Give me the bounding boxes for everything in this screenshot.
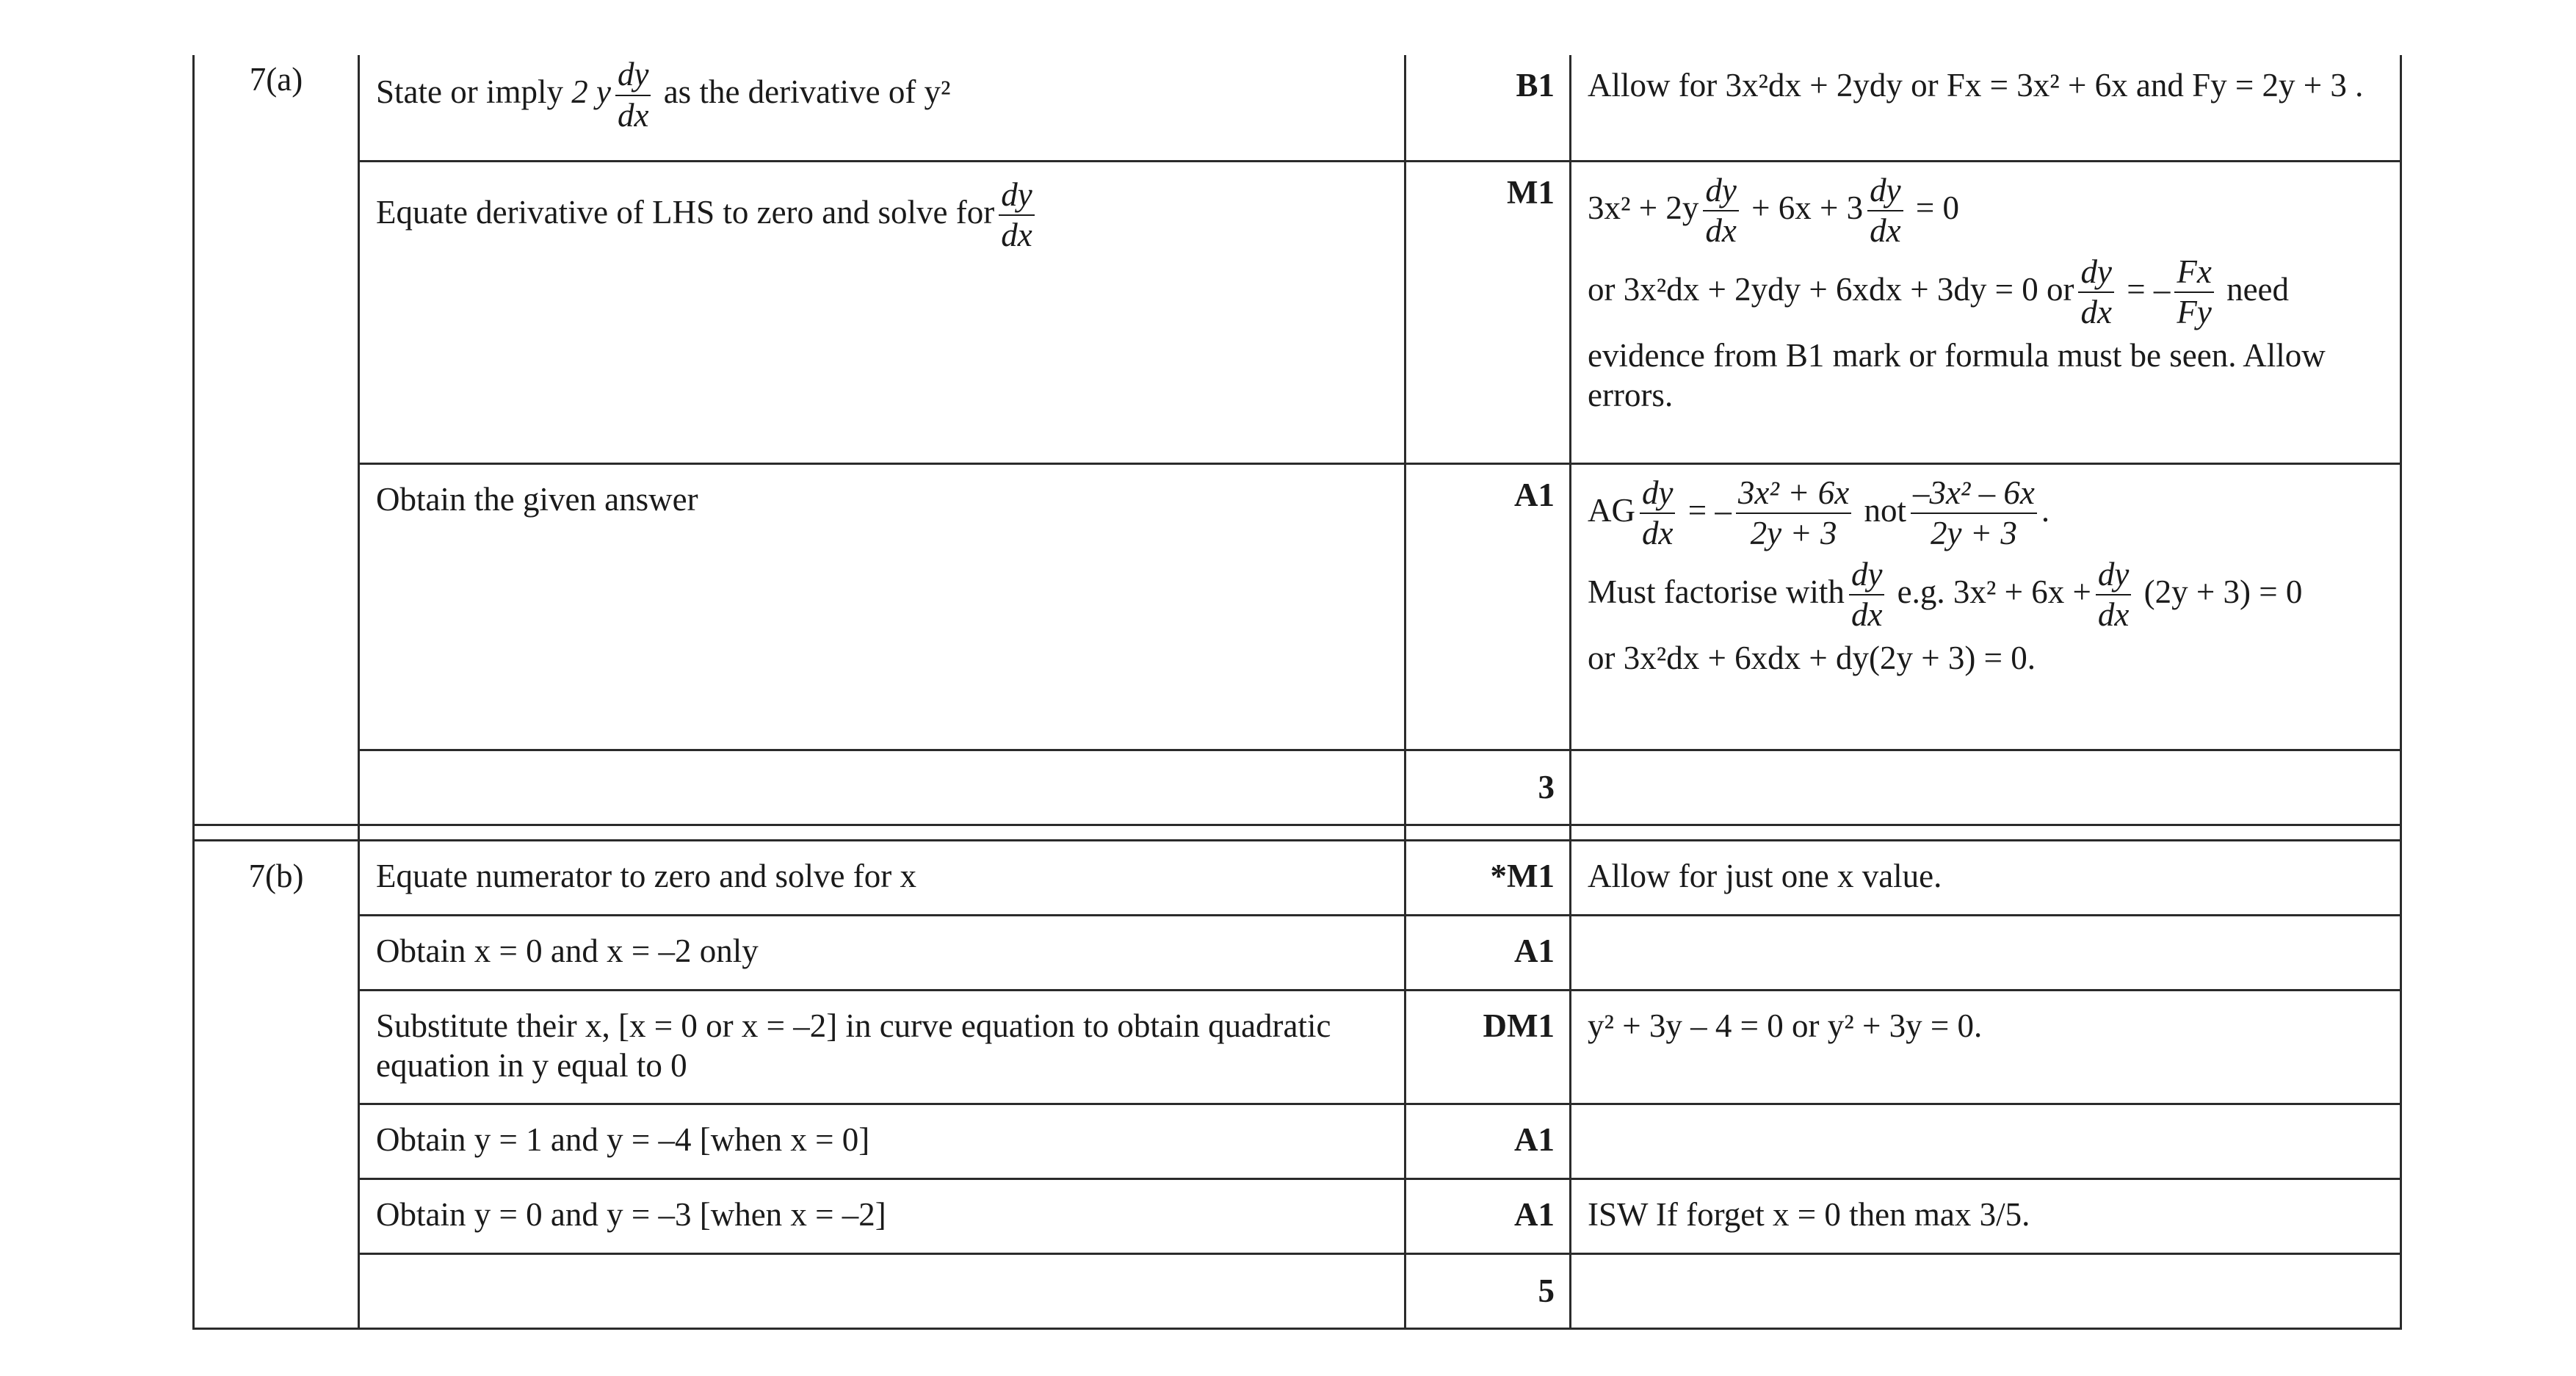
fraction-dy-dx bbox=[2096, 557, 2131, 634]
frac-den: Fy bbox=[2177, 294, 2212, 330]
fraction-dy-dx bbox=[1703, 173, 1738, 250]
text: + 6x + 3 bbox=[1743, 189, 1864, 226]
q7a-row-1-answer-coef: 2 y bbox=[571, 73, 611, 110]
text: e.g. 3x² + 6x + bbox=[1889, 573, 2091, 610]
q7b-total-answer-empty bbox=[359, 1253, 1405, 1328]
q7a-row-1-guidance: Allow for 3x²dx + 2ydy or Fx = 3x² + 6x and Fy = 2y + 3 . bbox=[1571, 55, 2401, 161]
q7b-row-5-answer: Obtain y = 0 and y = –3 [when x = –2] bbox=[359, 1178, 1405, 1253]
text: Must factorise with bbox=[1588, 573, 1845, 610]
q7b-row-1-mark: *M1 bbox=[1405, 840, 1571, 915]
frac-num: dy bbox=[1849, 557, 1884, 596]
q7b-row-3-answer: Substitute their x, [x = 0 or x = –2] in curve equation to obtain quadratic equation in y equal to 0 bbox=[359, 990, 1405, 1104]
text: = – bbox=[1679, 491, 1732, 529]
q7a-row-3-mark: A1 bbox=[1405, 463, 1571, 750]
text: . bbox=[2041, 491, 2050, 529]
frac-den: dx bbox=[1870, 212, 1901, 249]
fraction-dy-dx bbox=[999, 177, 1034, 254]
q7a-row-3-answer: Obtain the given answer bbox=[359, 463, 1405, 750]
q7b-label-cell bbox=[194, 840, 359, 1328]
text: AG bbox=[1588, 491, 1635, 529]
q7a-label-cell bbox=[194, 55, 359, 825]
q7b-row-2-guidance bbox=[1571, 915, 2401, 990]
q7a-row-2-guidance bbox=[1571, 161, 2401, 463]
text: not bbox=[1856, 491, 1906, 529]
q7a-row-1-answer bbox=[359, 55, 1405, 161]
mark-scheme-table bbox=[192, 55, 2402, 1330]
q7b-row-4 bbox=[194, 1104, 2401, 1178]
q7b-row-3-guidance: y² + 3y – 4 = 0 or y² + 3y = 0. bbox=[1571, 990, 2401, 1104]
separator-cell bbox=[194, 825, 359, 840]
frac-den: dx bbox=[2097, 596, 2130, 633]
fraction-dy-dx bbox=[1849, 557, 1884, 634]
q7b-row-5-guidance: ISW If forget x = 0 then max 3/5. bbox=[1571, 1178, 2401, 1253]
frac-den: dx bbox=[1705, 212, 1737, 249]
frac-num: dy bbox=[1640, 475, 1675, 515]
frac-den: dx bbox=[1850, 596, 1883, 633]
q7a-row-2-mark: M1 bbox=[1405, 161, 1571, 463]
frac-num: dy bbox=[1703, 173, 1738, 212]
frac-num: dy bbox=[615, 57, 651, 96]
q7a-row-3 bbox=[194, 463, 2401, 750]
frac-num: dy bbox=[2096, 557, 2131, 596]
q7b-row-2-answer: Obtain x = 0 and x = –2 only bbox=[359, 915, 1405, 990]
fraction-dy-dx bbox=[2078, 254, 2113, 331]
q7b-row-3 bbox=[194, 990, 2401, 1104]
separator-cell bbox=[1571, 825, 2401, 840]
q7b-total-guidance-empty bbox=[1571, 1253, 2401, 1328]
q7b-row-4-mark: A1 bbox=[1405, 1104, 1571, 1178]
text: = 0 bbox=[1907, 189, 1959, 226]
separator-cell bbox=[359, 825, 1405, 840]
q7b-row-5 bbox=[194, 1178, 2401, 1253]
q7a-row-2-answer bbox=[359, 161, 1405, 463]
q7a-total-guidance-empty bbox=[1571, 750, 2401, 825]
frac-num: dy bbox=[999, 177, 1034, 217]
q7a-row-2-guidance-line-3: evidence from B1 mark or formula must be seen. Allow errors. bbox=[1588, 336, 2326, 413]
q7b-label: 7(b) bbox=[248, 857, 304, 894]
q7b-total-mark: 5 bbox=[1405, 1253, 1571, 1328]
q7a-row-1-answer-text-1: State or imply bbox=[376, 73, 563, 110]
frac-den: 2y + 3 bbox=[1750, 515, 1837, 551]
q7b-row-4-guidance bbox=[1571, 1104, 2401, 1178]
q7b-row-2 bbox=[194, 915, 2401, 990]
separator-cell bbox=[1405, 825, 1571, 840]
q7a-row-3-guidance-line-1 bbox=[1588, 475, 2384, 552]
text: or 3x²dx + 2ydy + 6xdx + 3dy = 0 or bbox=[1588, 270, 2074, 308]
q7a-row-2-guidance-line-2 bbox=[1588, 254, 2384, 331]
q7a-row-1-mark: B1 bbox=[1405, 55, 1571, 161]
q7a-total-mark: 3 bbox=[1405, 750, 1571, 825]
frac-den: dx bbox=[1001, 217, 1032, 253]
frac-num: Fx bbox=[2174, 254, 2213, 294]
q7b-row-1-guidance: Allow for just one x value. bbox=[1571, 840, 2401, 915]
q7a-row-3-guidance-line-3: or 3x²dx + 6xdx + dy(2y + 3) = 0. bbox=[1588, 639, 2036, 676]
q7a-row-2-guidance-line-1 bbox=[1588, 173, 2384, 250]
fraction-dy-dx bbox=[1640, 475, 1675, 552]
q7b-row-1-answer: Equate numerator to zero and solve for x bbox=[359, 840, 1405, 915]
q7a-row-2-answer-text: Equate derivative of LHS to zero and solve for bbox=[376, 193, 995, 231]
q7a-row-1-answer-text-2: as the derivative of y² bbox=[663, 73, 951, 110]
fraction-gradient bbox=[1736, 475, 1851, 552]
q7a-total-row bbox=[194, 750, 2401, 825]
frac-num: 3x² + 6x bbox=[1736, 475, 1851, 515]
frac-num: dy bbox=[1867, 173, 1903, 212]
q7b-row-4-answer: Obtain y = 1 and y = –4 [when x = 0] bbox=[359, 1104, 1405, 1178]
frac-num: –3x² – 6x bbox=[1911, 475, 2037, 515]
q7a-total-answer-empty bbox=[359, 750, 1405, 825]
q7b-total-row bbox=[194, 1253, 2401, 1328]
q7b-row-1 bbox=[194, 840, 2401, 915]
fraction-dy-dx bbox=[1867, 173, 1903, 250]
q7b-row-5-mark: A1 bbox=[1405, 1178, 1571, 1253]
fraction-fx-fy bbox=[2174, 254, 2213, 331]
fraction-dy-dx bbox=[615, 57, 651, 134]
text: 3x² + 2y bbox=[1588, 189, 1699, 226]
frac-den: dx bbox=[617, 96, 649, 134]
q7a-row-2 bbox=[194, 161, 2401, 463]
mark-scheme-sheet bbox=[192, 55, 2400, 1330]
frac-num: dy bbox=[2078, 254, 2113, 294]
q7a-row-3-guidance bbox=[1571, 463, 2401, 750]
frac-den: dx bbox=[2080, 294, 2112, 330]
q7a-label: 7(a) bbox=[249, 61, 303, 98]
fraction-wrong-sign bbox=[1911, 475, 2037, 552]
q7a-row-1 bbox=[194, 55, 2401, 161]
frac-den: 2y + 3 bbox=[1931, 515, 2017, 551]
question-separator bbox=[194, 825, 2401, 840]
text: need bbox=[2218, 270, 2290, 308]
frac-den: dx bbox=[1642, 515, 1674, 551]
q7a-row-3-guidance-line-2 bbox=[1588, 557, 2384, 634]
text: (2y + 3) = 0 bbox=[2135, 573, 2303, 610]
q7b-row-2-mark: A1 bbox=[1405, 915, 1571, 990]
text: = – bbox=[2118, 270, 2171, 308]
q7b-row-3-mark: DM1 bbox=[1405, 990, 1571, 1104]
